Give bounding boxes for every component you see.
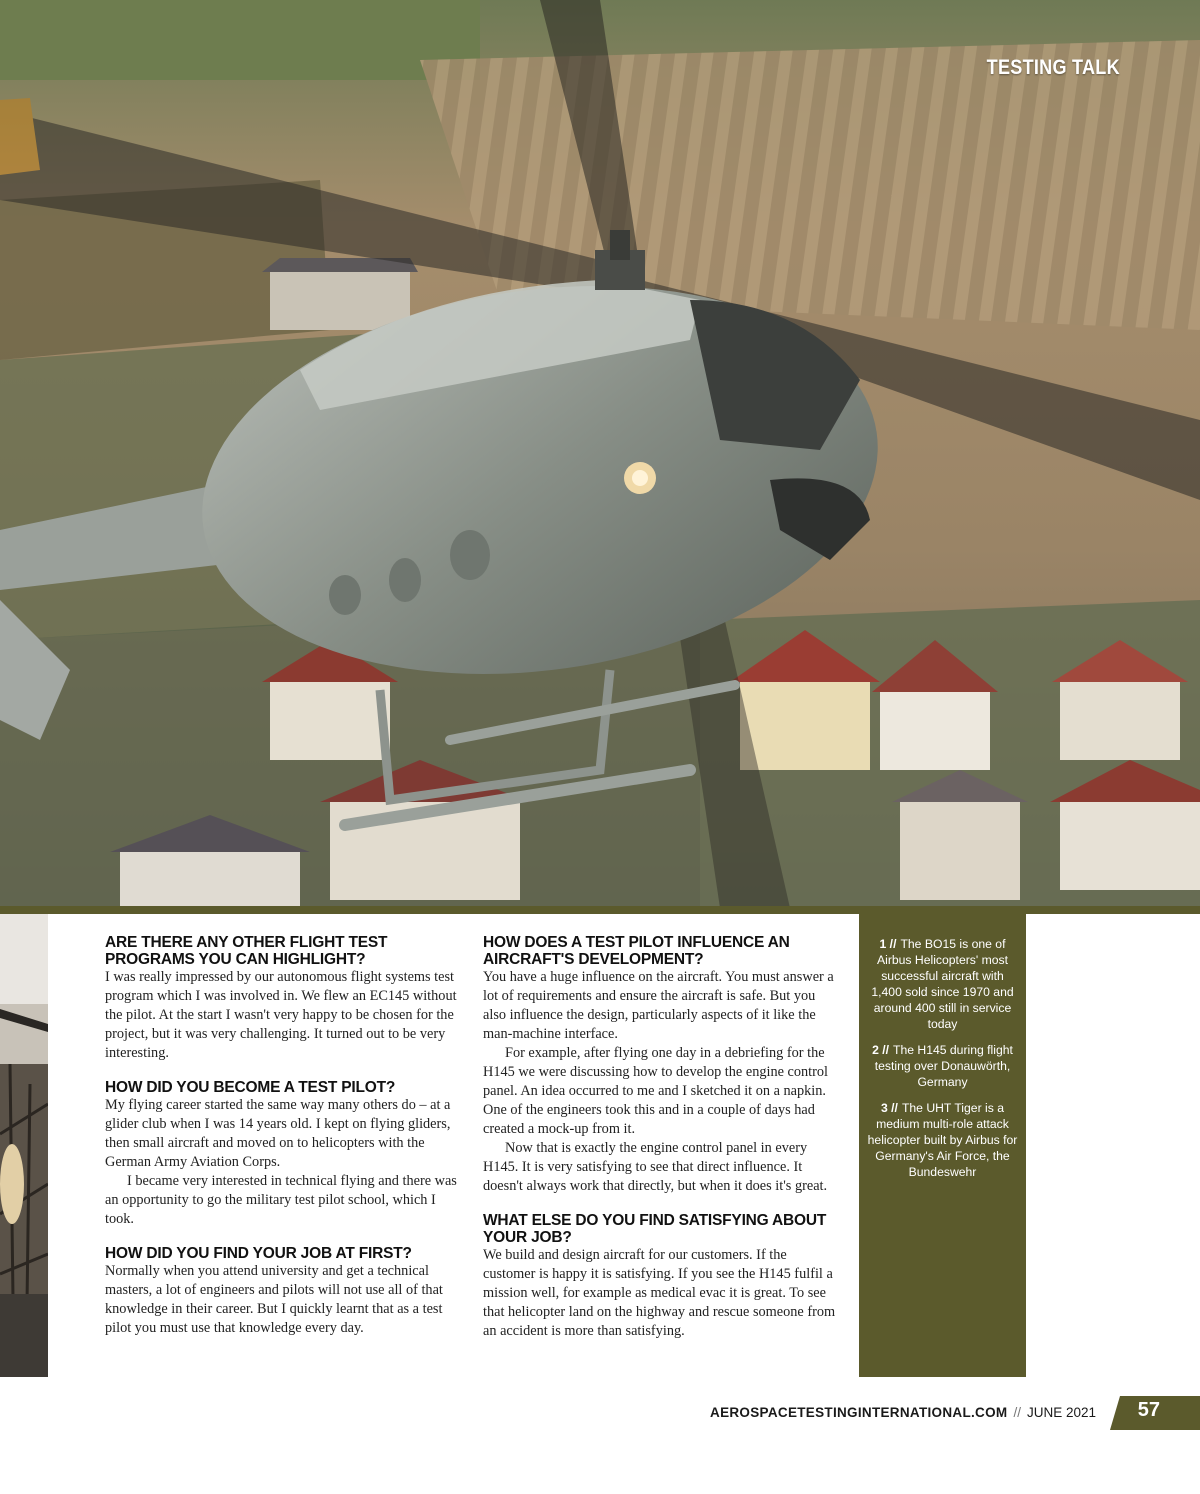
caption-text: The H145 during flight testing over Donauwörth, Germany — [874, 1043, 1013, 1089]
answer-paragraph: Normally when you attend university and get a technical masters, a lot of engineers and pilots will not use all of that knowledge in their career. But I quickly learnt that as a test pilot you must use that knowledge every day. — [105, 1263, 443, 1336]
page-number: 57 — [1137, 1399, 1160, 1421]
divider-band — [0, 906, 1200, 914]
text-column-1 — [105, 934, 465, 1338]
qa-block — [105, 1245, 465, 1338]
footer-text — [710, 1405, 1096, 1420]
side-photo-strip — [0, 914, 48, 1377]
answer-paragraph: For example, after flying one day in a debriefing for the H145 we were discussing how to develop the engine control panel. An idea occurred to me and I sketched it on a napkin. One of the engineers took this and in a couple of days had created a mock-up from it. — [483, 1045, 829, 1137]
caption-text: The BO15 is one of Airbus Helicopters' most successful aircraft with 1,400 sold since 1970 and around 400 still in service today — [871, 937, 1014, 1031]
answer-paragraph: My flying career started the same way many others do – at a glider club when I was 14 years old. I kept on flying gliders, then small aircraft and moved on to helicopters with the German Army Aviation Corps. — [105, 1097, 451, 1170]
answer-paragraph: You have a huge influence on the aircraft. You must answer a lot of requirements and ensure the aircraft is safe. But you also influence the design, particularly aspects of it like the man-machine interface. — [483, 969, 834, 1042]
question-heading: HOW DID YOU FIND YOUR JOB AT FIRST? — [105, 1245, 412, 1262]
footer-date: JUNE 2021 — [1026, 1405, 1096, 1420]
question-heading: HOW DOES A TEST PILOT INFLUENCE AN AIRCRAFT'S DEVELOPMENT? — [483, 934, 790, 968]
answer-paragraph: We build and design aircraft for our customers. If the customer is happy it is satisfying. If you see the H145 fulfil a mission well, for example as medical evac it is great. To see that helicopter land on the highway and rescue someone from an accident is more than satisfying. — [483, 1247, 836, 1339]
page-footer — [660, 1396, 1200, 1430]
caption-text: The UHT Tiger is a medium multi-role attack helicopter built by Airbus for Germany's Air Force, the Bundeswehr — [867, 1101, 1018, 1179]
caption-number: 3 // — [881, 1101, 898, 1115]
question-heading: WHAT ELSE DO YOU FIND SATISFYING ABOUT YOUR JOB? — [483, 1212, 827, 1246]
page-number-badge — [1110, 1396, 1200, 1430]
question-heading: HOW DID YOU BECOME A TEST PILOT? — [105, 1079, 396, 1096]
text-column-2 — [483, 934, 841, 1341]
footer-separator: // — [1013, 1405, 1021, 1420]
qa-block — [483, 934, 841, 1196]
question-heading: ARE THERE ANY OTHER FLIGHT TEST PROGRAMS YOU CAN HIGHLIGHT? — [105, 934, 388, 968]
caption-box — [859, 914, 1026, 1377]
photo-caption-2 — [867, 1042, 1018, 1090]
photo-caption-1 — [867, 936, 1018, 1032]
footer-website-link[interactable]: AEROSPACETESTINGINTERNATIONAL.COM — [710, 1405, 1008, 1420]
answer-paragraph: I was really impressed by our autonomous flight systems test program which I was involved in. We flew an EC145 without the pilot. At the start I wasn't very happy to be chosen for the project, but it was very challenging. It turned out to be very interesting. — [105, 969, 457, 1061]
section-tag: TESTING TALK — [986, 56, 1120, 79]
qa-block — [105, 934, 465, 1063]
tree-photo-illustration — [0, 914, 48, 1377]
caption-number: 2 // — [872, 1043, 889, 1057]
qa-block — [483, 1212, 841, 1341]
answer-paragraph: I became very interested in technical flying and there was an opportunity to go the military test pilot school, which I took. — [105, 1173, 457, 1227]
caption-number: 1 // — [879, 937, 897, 951]
photo-caption-3 — [867, 1100, 1018, 1180]
qa-block — [105, 1079, 465, 1229]
answer-paragraph: Now that is exactly the engine control panel in every H145. It is very satisfying to see that direct influence. It doesn't always work that directly, but when it does it's great. — [483, 1140, 828, 1194]
